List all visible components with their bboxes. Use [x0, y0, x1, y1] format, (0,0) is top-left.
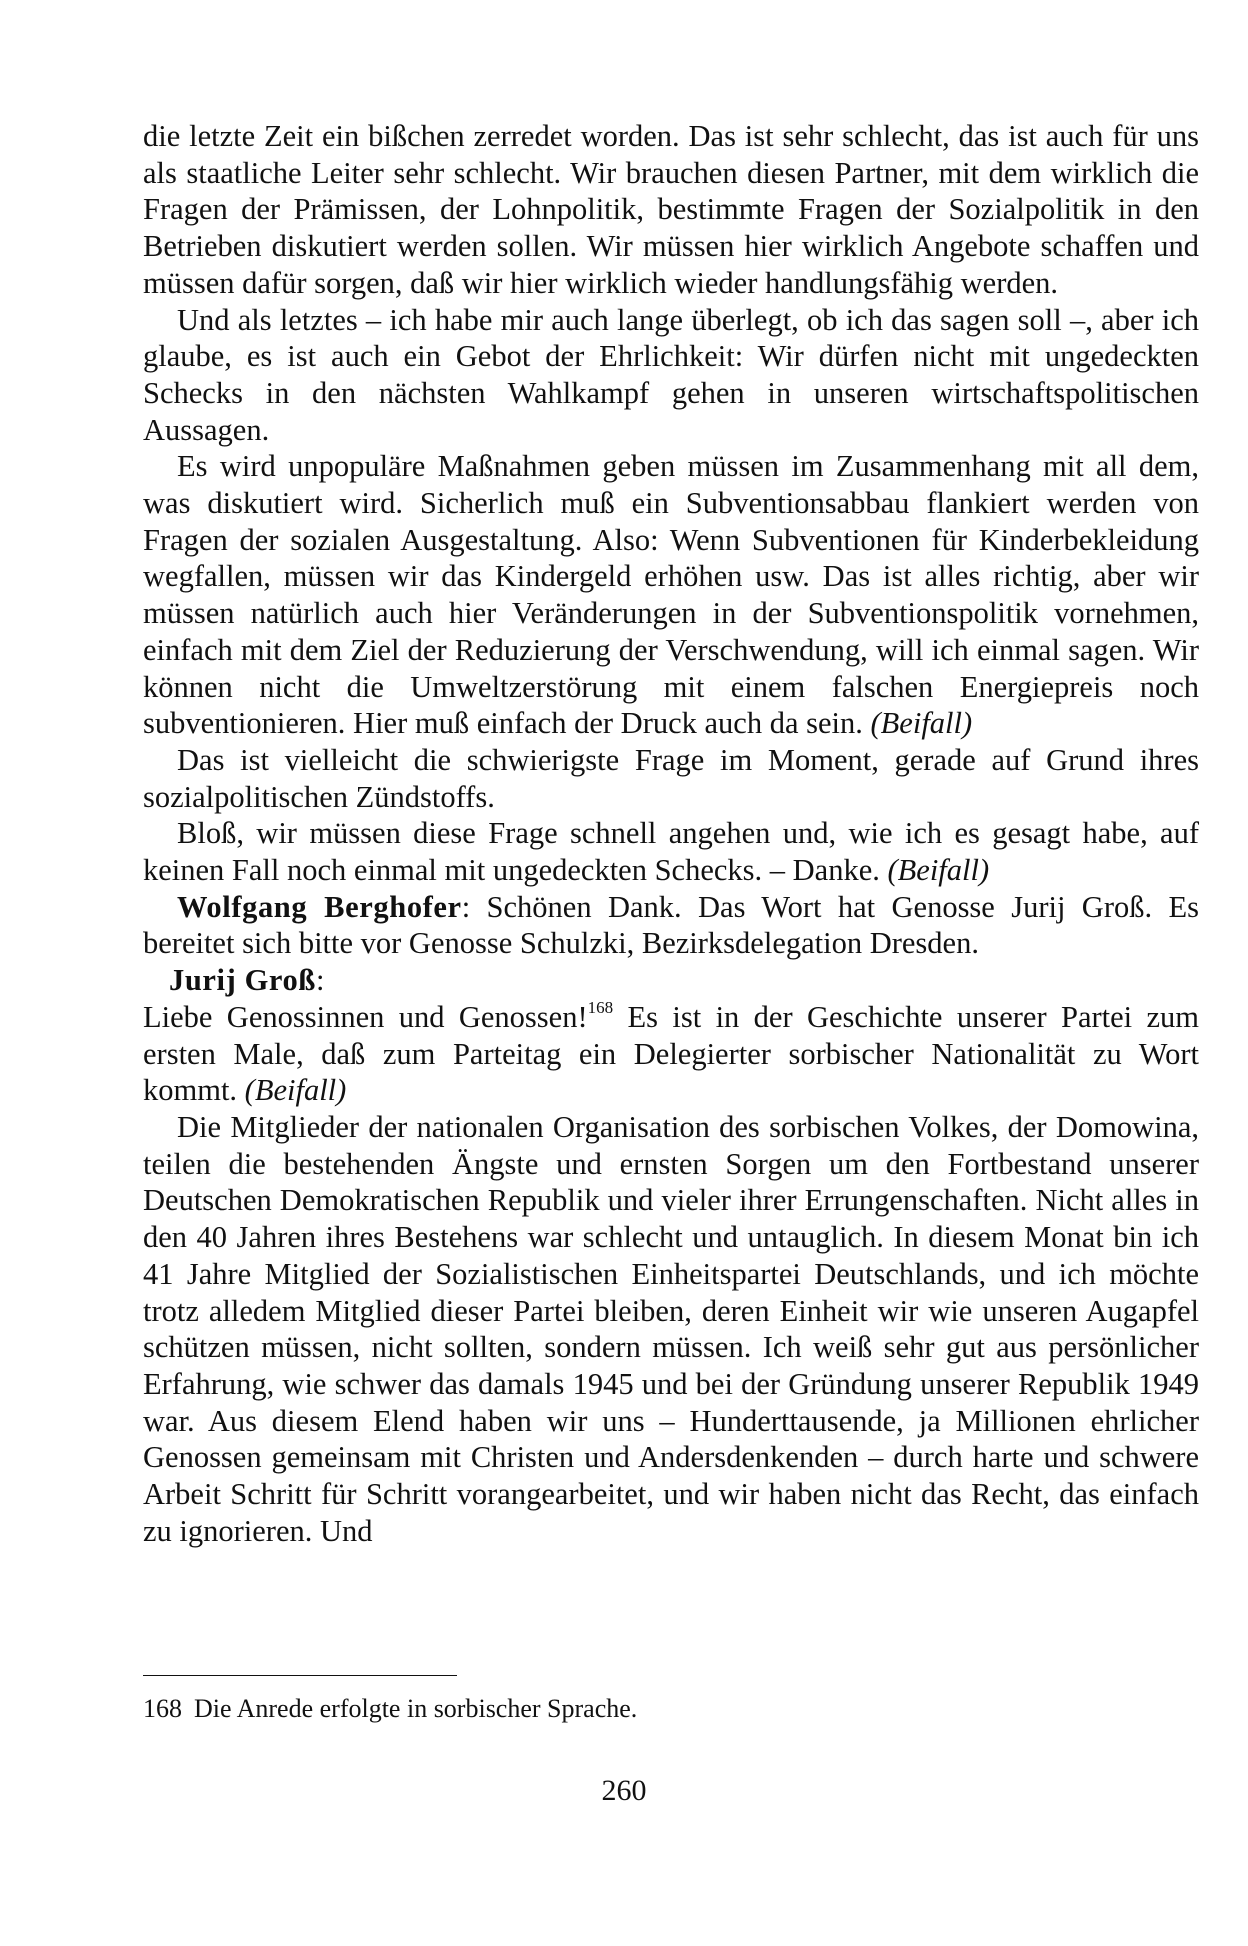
applause-remark: (Beifall)	[244, 1073, 347, 1108]
paragraph-text: Und als letztes – ich habe mir auch lange überlegt, ob ich das sagen soll –, aber ich glaube, es ist auch ein Gebot der Ehrlichkeit: Wir dürfen nicht mit ungedeckten Schecks in den nächsten Wahlkampf gehen in unseren wirtschaftspolitischen Aussagen.	[143, 302, 1199, 447]
speaker-name: Wolfgang Berghofer	[177, 889, 462, 924]
paragraph-continuation	[143, 118, 1199, 302]
paragraph	[143, 1109, 1199, 1549]
footnote-reference: 168	[587, 997, 614, 1017]
footnote-divider	[143, 1675, 457, 1676]
page-number: 260	[601, 1774, 647, 1807]
paragraph-text: : Schönen Dank. Das Wort hat Genosse Jurij Groß. Es bereitet sich bitte vor Genosse Schulzki, Bezirksdelegation Dresden.	[143, 889, 1199, 961]
paragraph	[143, 448, 1199, 742]
applause-remark: (Beifall)	[887, 853, 990, 888]
salutation-text: Liebe Genossinnen und Genossen!	[143, 999, 588, 1034]
paragraph-text: Es ist in der Geschichte unserer Partei zum ersten Male, daß zum Parteitag ein Delegierter sorbischer Nationalität zu Wort kommt.	[143, 999, 1200, 1108]
speaker-paragraph	[143, 889, 1199, 962]
paragraph-text: Bloß, wir müssen diese Frage schnell angehen und, wie ich es gesagt habe, auf keinen Fall noch einmal mit ungedeckten Schecks. – Danke.	[143, 816, 1199, 888]
footnote-number: 168	[143, 1694, 182, 1723]
paragraph	[143, 302, 1199, 449]
paragraph	[143, 815, 1199, 888]
speaker-name: Jurij Groß	[169, 963, 316, 998]
paragraph-text: die letzte Zeit ein bißchen zerredet worden. Das ist sehr schlecht, das ist auch für uns als staatliche Leiter sehr schlecht. Wir brauchen diesen Partner, mit dem wirklich die Fragen der Prämissen, der Lohnpolitik, bestimmte Fragen der Sozialpolitik in den Betrieben diskutiert werden sollen. Wir müssen hier wirklich Angebote schaffen und müssen dafür sorgen, daß wir hier wirklich wieder handlungsfähig werden.	[143, 119, 1199, 300]
paragraph-text: Die Mitglieder der nationalen Organisation des sorbischen Volkes, der Domowina, teilen die bestehenden Ängste und ernsten Sorgen um den Fortbestand unserer Deutschen Demokratischen Republik und vieler ihrer Errungenschaften. Nicht alles in den 40 Jahren ihres Bestehens war schlecht und untauglich. In diesem Monat bin ich 41 Jahre Mitglied der Sozialistischen Einheitspartei Deutschlands, und ich möchte trotz alledem Mitglied dieser Partei bleiben, deren Einheit wir wie unseren Augapfel schützen müssen, nicht sollten, sondern müssen. Ich weiß sehr gut aus persönlicher Erfahrung, wie schwer das damals 1945 und bei der Gründung unserer Republik 1949 war. Aus diesem Elend haben wir uns – Hunderttausende, ja Millionen ehrlicher Genossen gemeinsam mit Christen und Andersdenkenden – durch harte und schwere Arbeit Schritt für Schritt vorangearbeitet, und wir haben nicht das Recht, das einfach zu ignorieren. Und	[143, 1109, 1199, 1548]
speaker-colon: :	[315, 963, 325, 998]
applause-remark: (Beifall)	[870, 706, 973, 741]
footnote-text: Die Anrede erfolgte in sorbischer Sprache.	[194, 1694, 638, 1723]
paragraph	[143, 999, 1199, 1109]
speaker-heading	[143, 962, 1199, 999]
paragraph-text: Das ist vielleicht die schwierigste Frage im Moment, gerade auf Grund ihres sozialpolitischen Zündstoffs.	[143, 742, 1199, 814]
paragraph	[143, 742, 1199, 815]
footnote	[143, 1693, 1199, 1725]
paragraph-text: Es wird unpopuläre Maßnahmen geben müssen im Zusammenhang mit all dem, was diskutiert wird. Sicherlich muß ein Subventionsabbau flankiert werden von Fragen der sozialen Ausgestaltung. Also: Wenn Subventionen für Kinderbekleidung wegfallen, müssen wir das Kindergeld erhöhen usw. Das ist alles richtig, aber wir müssen natürlich auch hier Veränderungen in der Subventionspolitik vornehmen, einfach mit dem Ziel der Reduzierung der Verschwendung, will ich einmal sagen. Wir können nicht die Umweltzerstörung mit einem falschen Energiepreis noch subventionieren. Hier muß einfach der Druck auch da sein.	[143, 449, 1199, 741]
body-text	[143, 118, 1199, 1549]
